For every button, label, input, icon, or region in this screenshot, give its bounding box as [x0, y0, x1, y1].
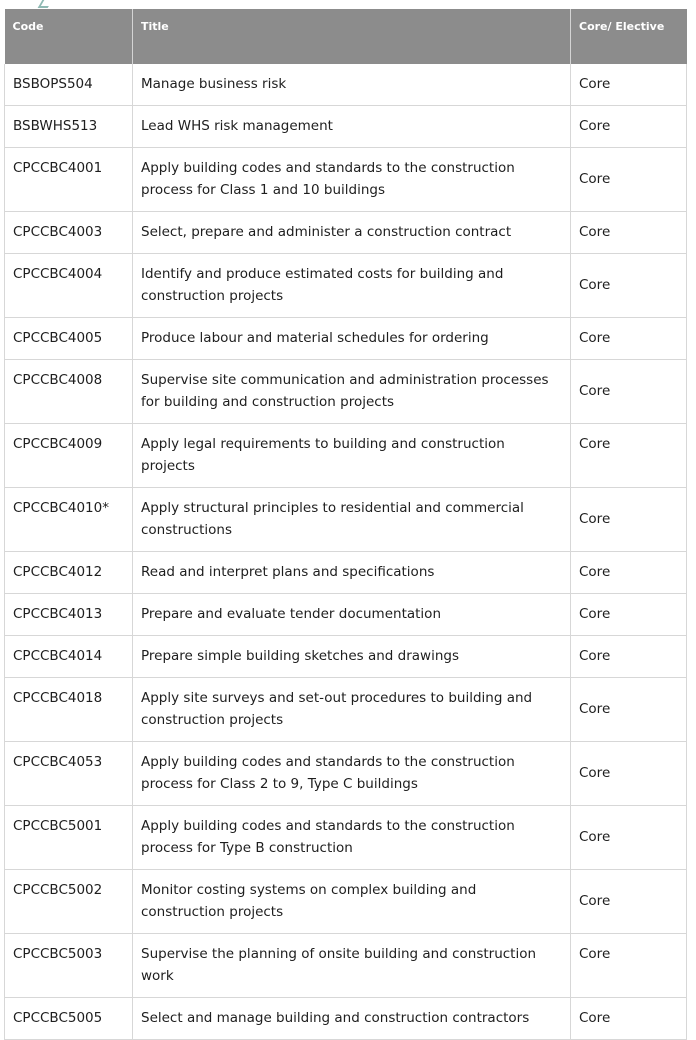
table-row	[5, 594, 687, 636]
unit-title: Identify and produce estimated costs for building and construction projects	[133, 254, 571, 318]
unit-type: Core	[571, 148, 687, 212]
unit-type: Core	[571, 594, 687, 636]
table-row	[5, 742, 687, 806]
unit-type: Core	[571, 360, 687, 424]
unit-code: CPCCBC4018	[5, 678, 133, 742]
unit-code: CPCCBC5005	[5, 998, 133, 1040]
unit-code: CPCCBC4003	[5, 212, 133, 254]
unit-code: CPCCBC4005	[5, 318, 133, 360]
table-row	[5, 998, 687, 1040]
table-row	[5, 870, 687, 934]
unit-type: Core	[571, 212, 687, 254]
unit-code: CPCCBC5003	[5, 934, 133, 998]
unit-code: CPCCBC4014	[5, 636, 133, 678]
unit-title: Apply building codes and standards to the construction process for Type B construction	[133, 806, 571, 870]
corner-decoration	[38, 0, 53, 8]
unit-title: Read and interpret plans and specifications	[133, 552, 571, 594]
unit-type: Core	[571, 806, 687, 870]
table-row	[5, 64, 687, 106]
table-row	[5, 212, 687, 254]
column-header-code: Code	[5, 9, 133, 64]
unit-code: BSBWHS513	[5, 106, 133, 148]
unit-title: Supervise site communication and administration processes for building and construction projects	[133, 360, 571, 424]
table-row	[5, 106, 687, 148]
unit-code: CPCCBC4001	[5, 148, 133, 212]
unit-code: CPCCBC4004	[5, 254, 133, 318]
table-row	[5, 488, 687, 552]
column-header-type: Core/ Elective	[571, 9, 687, 64]
unit-type: Core	[571, 636, 687, 678]
unit-code: CPCCBC4012	[5, 552, 133, 594]
table-row	[5, 806, 687, 870]
unit-title: Lead WHS risk management	[133, 106, 571, 148]
unit-title: Monitor costing systems on complex building and construction projects	[133, 870, 571, 934]
unit-code: CPCCBC5002	[5, 870, 133, 934]
unit-type: Core	[571, 424, 687, 488]
unit-code: CPCCBC5001	[5, 806, 133, 870]
unit-code: BSBOPS504	[5, 64, 133, 106]
unit-type: Core	[571, 488, 687, 552]
units-table	[4, 9, 687, 1040]
unit-title: Prepare and evaluate tender documentation	[133, 594, 571, 636]
unit-code: CPCCBC4009	[5, 424, 133, 488]
unit-type: Core	[571, 678, 687, 742]
unit-type: Core	[571, 318, 687, 360]
unit-type: Core	[571, 254, 687, 318]
unit-title: Prepare simple building sketches and drawings	[133, 636, 571, 678]
unit-type: Core	[571, 870, 687, 934]
unit-code: CPCCBC4008	[5, 360, 133, 424]
unit-title: Apply legal requirements to building and construction projects	[133, 424, 571, 488]
unit-type: Core	[571, 552, 687, 594]
table-row	[5, 148, 687, 212]
column-header-title: Title	[133, 9, 571, 64]
unit-title: Select and manage building and construction contractors	[133, 998, 571, 1040]
unit-title: Select, prepare and administer a construction contract	[133, 212, 571, 254]
unit-title: Apply building codes and standards to the construction process for Class 1 and 10 buildings	[133, 148, 571, 212]
table-row	[5, 254, 687, 318]
unit-type: Core	[571, 934, 687, 998]
table-row	[5, 934, 687, 998]
unit-title: Apply site surveys and set-out procedures to building and construction projects	[133, 678, 571, 742]
unit-title: Supervise the planning of onsite building and construction work	[133, 934, 571, 998]
unit-type: Core	[571, 998, 687, 1040]
unit-code: CPCCBC4010*	[5, 488, 133, 552]
unit-title: Manage business risk	[133, 64, 571, 106]
unit-type: Core	[571, 106, 687, 148]
unit-type: Core	[571, 742, 687, 806]
unit-title: Apply building codes and standards to the construction process for Class 2 to 9, Type C buildings	[133, 742, 571, 806]
unit-code: CPCCBC4013	[5, 594, 133, 636]
unit-code: CPCCBC4053	[5, 742, 133, 806]
table-row	[5, 552, 687, 594]
unit-title: Produce labour and material schedules for ordering	[133, 318, 571, 360]
table-row	[5, 360, 687, 424]
table-row	[5, 424, 687, 488]
table-header-row	[5, 9, 687, 64]
table-row	[5, 678, 687, 742]
table-row	[5, 318, 687, 360]
unit-type: Core	[571, 64, 687, 106]
table-row	[5, 636, 687, 678]
unit-title: Apply structural principles to residential and commercial constructions	[133, 488, 571, 552]
